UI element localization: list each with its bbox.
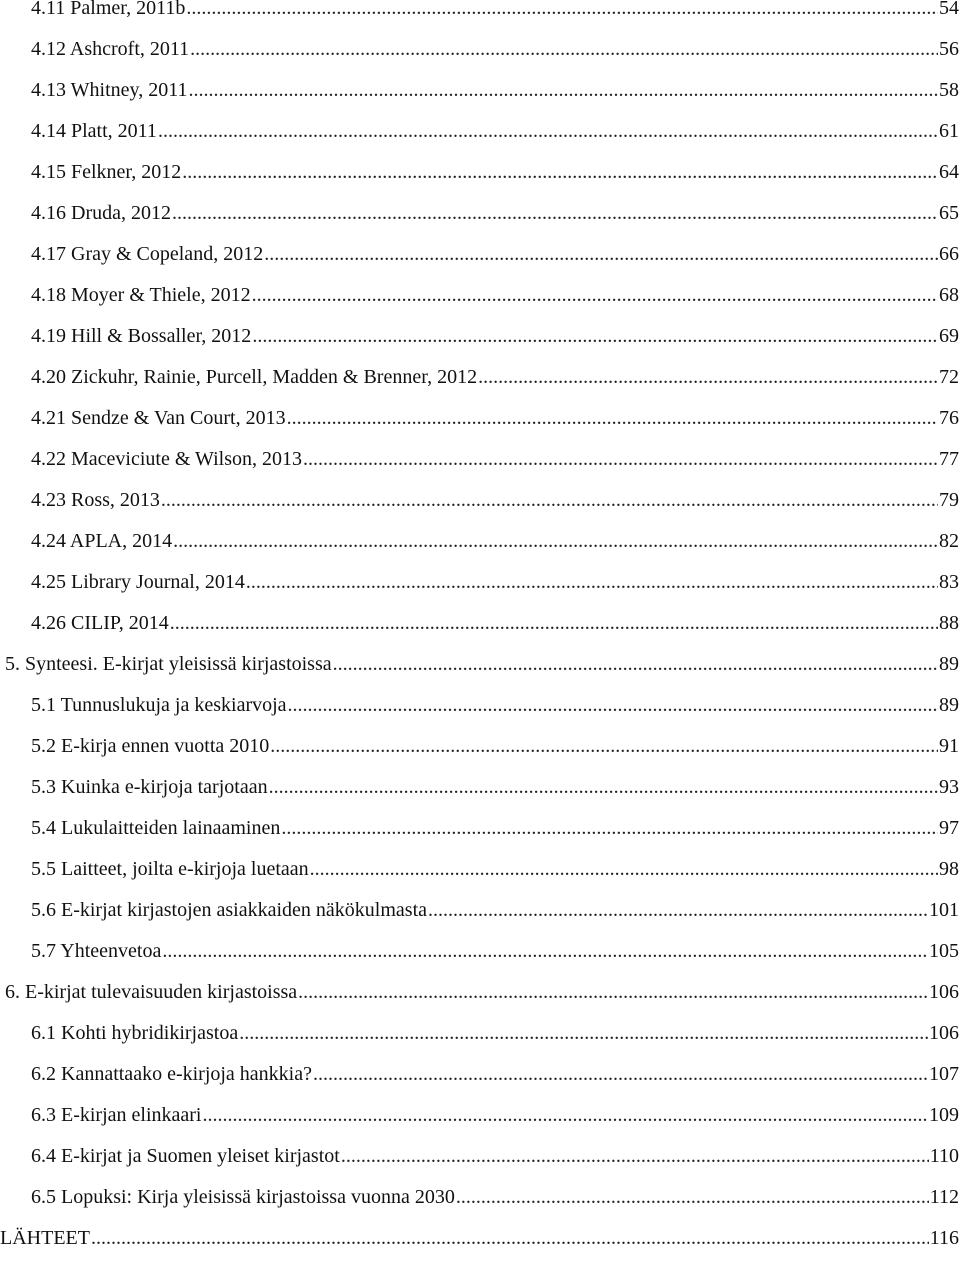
- toc-entry-title: 4.13 Whitney, 2011: [31, 79, 188, 101]
- toc-entry-page: 76: [939, 407, 959, 429]
- toc-entry[interactable]: [31, 1144, 959, 1185]
- toc-entry[interactable]: [31, 488, 959, 529]
- toc-entry-title: 6. E-kirjat tulevaisuuden kirjastoissa: [5, 981, 298, 1003]
- toc-entry[interactable]: [31, 693, 959, 734]
- toc-dot-leader: [287, 406, 938, 430]
- toc-entry-title: 4.24 APLA, 2014: [31, 530, 173, 552]
- toc-entry[interactable]: [0, 1226, 959, 1267]
- toc-entry-title: 5.2 E-kirja ennen vuotta 2010: [31, 735, 270, 757]
- toc-dot-leader: [190, 37, 938, 61]
- toc-entry-title: 5.5 Laitteet, joilta e-kirjoja luetaan: [31, 858, 309, 880]
- toc-dot-leader: [264, 242, 938, 266]
- toc-entry-page: 89: [939, 653, 959, 675]
- toc-entry[interactable]: [31, 160, 959, 201]
- toc-entry[interactable]: [31, 78, 959, 119]
- toc-entry-title: 5.6 E-kirjat kirjastojen asiakkaiden näkökulmasta: [31, 899, 427, 921]
- toc-dot-leader: [478, 365, 938, 389]
- toc-dot-leader: [173, 529, 938, 553]
- toc-dot-leader: [252, 324, 938, 348]
- toc-entry[interactable]: [31, 119, 959, 160]
- toc-entry-page: 101: [929, 899, 959, 921]
- toc-entry-title: 5.4 Lukulaitteiden lainaaminen: [31, 817, 281, 839]
- toc-dot-leader: [188, 78, 938, 102]
- toc-entry[interactable]: [31, 283, 959, 324]
- toc-entry-title: 4.18 Moyer & Thiele, 2012: [31, 284, 251, 306]
- toc-entry[interactable]: [31, 1103, 959, 1144]
- toc-dot-leader: [333, 652, 938, 676]
- toc-entry[interactable]: [31, 857, 959, 898]
- toc-entry-page: 116: [929, 1227, 959, 1249]
- toc-dot-leader: [310, 857, 938, 881]
- toc-entry-title: 4.22 Maceviciute & Wilson, 2013: [31, 448, 303, 470]
- toc-entry-page: 106: [929, 981, 959, 1003]
- toc-entry[interactable]: [31, 1021, 959, 1062]
- toc-dot-leader: [158, 119, 938, 143]
- toc-dot-leader: [172, 201, 938, 225]
- toc-entry[interactable]: [31, 447, 959, 488]
- toc-dot-leader: [313, 1062, 928, 1086]
- toc-entry[interactable]: [31, 529, 959, 570]
- toc-entry-page: 56: [939, 38, 959, 60]
- toc-entry-page: 79: [939, 489, 959, 511]
- toc-entry-title: 4.11 Palmer, 2011b: [31, 0, 186, 19]
- toc-entry-page: 98: [939, 858, 959, 880]
- toc-entry-page: 72: [939, 366, 959, 388]
- toc-entry-page: 93: [939, 776, 959, 798]
- toc-dot-leader: [203, 1103, 929, 1127]
- toc-entry-title: 4.20 Zickuhr, Rainie, Purcell, Madden & Brenner, 2012: [31, 366, 478, 388]
- toc-entry-page: 83: [939, 571, 959, 593]
- toc-dot-leader: [303, 447, 938, 471]
- toc-entry-title: 5.1 Tunnuslukuja ja keskiarvoja: [31, 694, 287, 716]
- toc-entry-page: 82: [939, 530, 959, 552]
- toc-dot-leader: [246, 570, 938, 594]
- toc-entry-page: 64: [939, 161, 959, 183]
- toc-dot-leader: [239, 1021, 928, 1045]
- toc-entry-title: 4.21 Sendze & Van Court, 2013: [31, 407, 286, 429]
- toc-entry-title: 4.23 Ross, 2013: [31, 489, 160, 511]
- toc-entry-title: 6.5 Lopuksi: Kirja yleisissä kirjastoissa vuonna 2030: [31, 1186, 455, 1208]
- toc-entry-page: 69: [939, 325, 959, 347]
- toc-entry-page: 54: [939, 0, 959, 19]
- toc-dot-leader: [428, 898, 928, 922]
- toc-entry-title: 5.3 Kuinka e-kirjoja tarjotaan: [31, 776, 268, 798]
- toc-entry-page: 68: [939, 284, 959, 306]
- toc-entry[interactable]: [31, 775, 959, 816]
- toc-entry-page: 66: [939, 243, 959, 265]
- toc-entry-title: 4.16 Druda, 2012: [31, 202, 171, 224]
- toc-entry[interactable]: [31, 611, 959, 652]
- toc-entry-page: 61: [939, 120, 959, 142]
- toc-entry-title: 4.25 Library Journal, 2014: [31, 571, 245, 593]
- toc-entry-title: 4.17 Gray & Copeland, 2012: [31, 243, 264, 265]
- toc-entry[interactable]: [31, 201, 959, 242]
- toc-dot-leader: [186, 0, 938, 20]
- toc-entry-page: 58: [939, 79, 959, 101]
- toc-entry-title: 6.1 Kohti hybridikirjastoa: [31, 1022, 239, 1044]
- toc-entry-page: 88: [939, 612, 959, 634]
- toc-entry-page: 106: [929, 1022, 959, 1044]
- toc-entry[interactable]: [31, 1185, 959, 1226]
- toc-entry-title: 6.2 Kannattaako e-kirjoja hankkia?: [31, 1063, 312, 1085]
- toc-entry-page: 109: [929, 1104, 959, 1126]
- toc-entry-title: 4.19 Hill & Bossaller, 2012: [31, 325, 252, 347]
- toc-entry-page: 97: [939, 817, 959, 839]
- toc-entry-page: 105: [929, 940, 959, 962]
- toc-entry[interactable]: [31, 939, 959, 980]
- toc-entry-title: 6.4 E-kirjat ja Suomen yleiset kirjastot: [31, 1145, 340, 1167]
- toc-entry[interactable]: [31, 0, 959, 37]
- toc-entry-page: 107: [929, 1063, 959, 1085]
- toc-entry-page: 91: [939, 735, 959, 757]
- toc-entry[interactable]: [5, 980, 959, 1021]
- toc-dot-leader: [269, 775, 938, 799]
- toc-entry[interactable]: [31, 570, 959, 611]
- toc-entry[interactable]: [31, 734, 959, 775]
- toc-entry-page: 112: [929, 1186, 959, 1208]
- toc-entry-title: 4.26 CILIP, 2014: [31, 612, 169, 634]
- toc-entry[interactable]: [31, 242, 959, 283]
- toc-entry-page: 77: [939, 448, 959, 470]
- toc-entry-title: 4.14 Platt, 2011: [31, 120, 157, 142]
- toc-entry[interactable]: [31, 1062, 959, 1103]
- toc-dot-leader: [288, 693, 938, 717]
- toc-dot-leader: [281, 816, 938, 840]
- toc-dot-leader: [162, 939, 928, 963]
- toc-dot-leader: [270, 734, 938, 758]
- toc-entry[interactable]: [31, 37, 959, 78]
- toc-entry-page: 110: [929, 1145, 959, 1167]
- toc-entry[interactable]: [31, 324, 959, 365]
- toc-entry[interactable]: [5, 652, 959, 693]
- toc-entry-title: LÄHTEET: [0, 1227, 90, 1249]
- toc-entry-title: 4.15 Felkner, 2012: [31, 161, 182, 183]
- toc-dot-leader: [298, 980, 928, 1004]
- toc-dot-leader: [161, 488, 938, 512]
- toc-entry-title: 6.3 E-kirjan elinkaari: [31, 1104, 202, 1126]
- toc-dot-leader: [341, 1144, 929, 1168]
- toc-entry-title: 5.7 Yhteenvetoa: [31, 940, 162, 962]
- toc-entry[interactable]: [31, 816, 959, 857]
- toc-dot-leader: [170, 611, 938, 635]
- toc-dot-leader: [456, 1185, 929, 1209]
- toc-entry-page: 89: [939, 694, 959, 716]
- toc-entry[interactable]: [31, 898, 959, 939]
- toc-entry[interactable]: [31, 365, 959, 406]
- toc-dot-leader: [252, 283, 938, 307]
- toc-entry-title: 5. Synteesi. E-kirjat yleisissä kirjastoissa: [5, 653, 332, 675]
- toc-entry-title: 4.12 Ashcroft, 2011: [31, 38, 190, 60]
- toc-entry-page: 65: [939, 202, 959, 224]
- toc-dot-leader: [182, 160, 938, 184]
- toc-entry[interactable]: [31, 406, 959, 447]
- toc-dot-leader: [91, 1226, 929, 1250]
